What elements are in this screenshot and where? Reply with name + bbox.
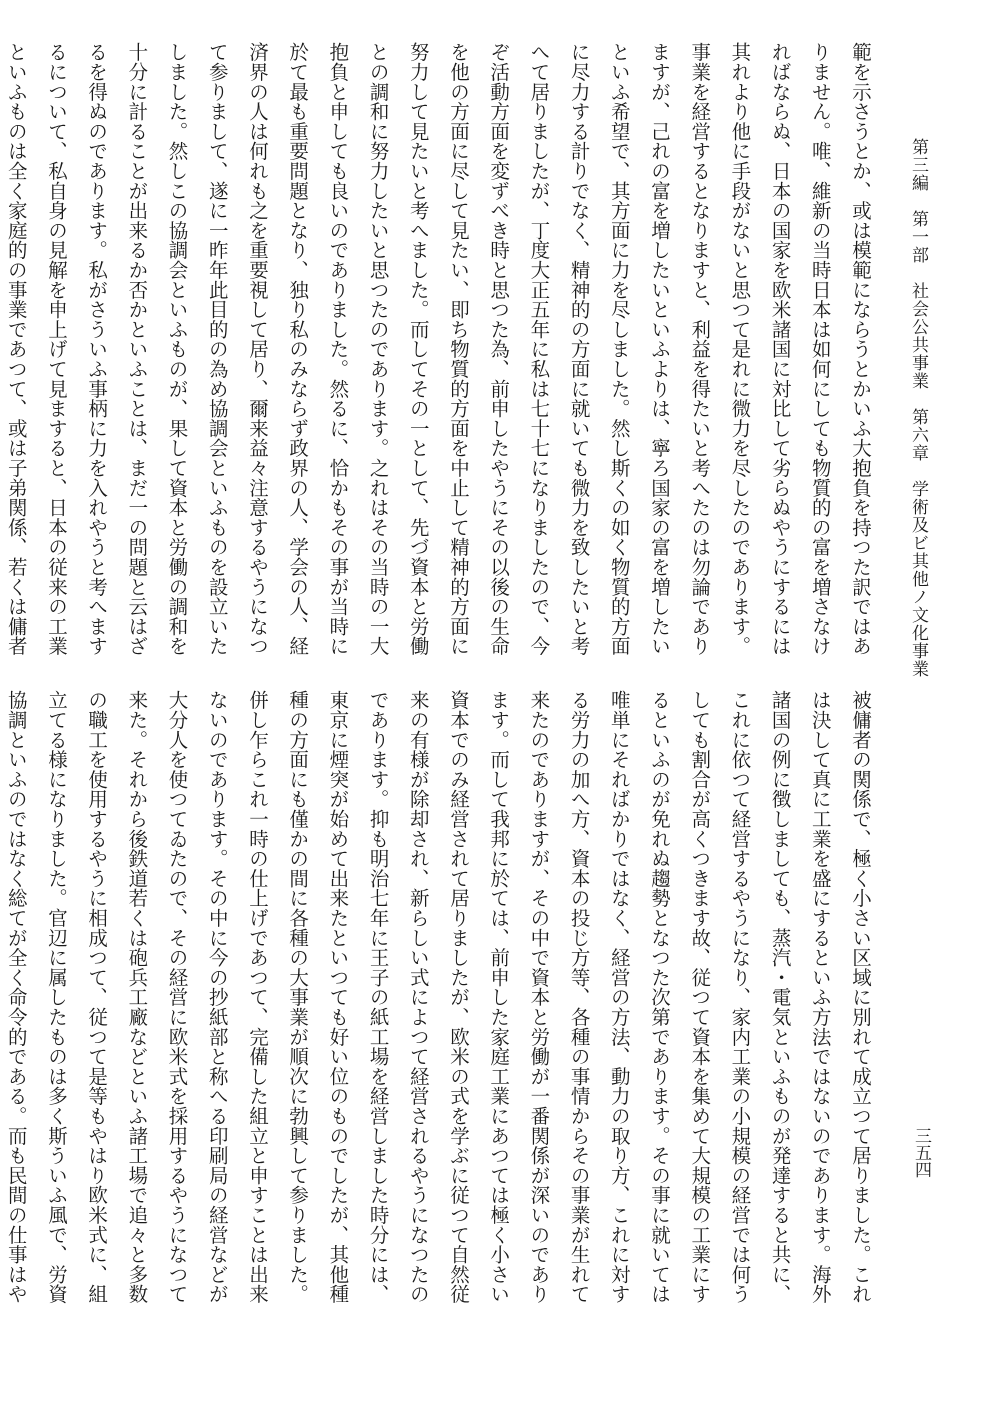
text-column: 唯単にそればかりではなく、経営の方法、動力の取り方、これに対す	[607, 690, 631, 1304]
text-column: りません。唯、維新の当時日本は如何にしても物質的の富を増さなけ	[808, 42, 832, 656]
text-column: であります。抑も明治七年に王子の紙工場を経営しました時分には、	[366, 690, 390, 1304]
text-column: 抱負と申しても良いのでありました。然るに、恰かもその事が当時に	[326, 42, 350, 656]
text-column: 種の方面にも僅かの間に各種の大事業が順次に勃興して参りました。	[286, 690, 310, 1304]
text-column: 来の有様が除却され、新らしい式によつて経営されるやうになつたの	[406, 690, 430, 1304]
text-column: ればならぬ、日本の国家を欧米諸国に対比して劣らぬやうにするには	[768, 42, 792, 656]
text-column: 努力して見たいと考へました。而してその一として、先づ資本と労働	[406, 42, 430, 656]
text-block-lower	[4, 690, 880, 1320]
text-column: 併し乍らこれ一時の仕上げであつて、完備した組立と申すことは出来	[245, 690, 269, 1304]
text-column: しました。然しこの協調会といふものが、果して資本と労働の調和を	[165, 42, 189, 656]
text-column: といふものは全く家庭的の事業であつて、或は子弟関係、若くは傭者	[4, 42, 28, 656]
text-column: は決して真に工業を盛にするといふ方法ではないのであります。海外	[808, 690, 832, 1304]
text-column: しても割合が高くつきます故、従つて資本を集めて大規模の工業にす	[688, 690, 712, 1304]
text-column: ないのであります。その中に今の抄紙部と称へる印刷局の経営などが	[205, 690, 229, 1304]
text-column: 範を示さうとか、或は模範にならうとかいふ大抱負を持つた訳ではあ	[849, 42, 872, 656]
text-column: ぞ活動方面を変ずべき時と思つた為、前申したやうにその以後の生命	[487, 42, 511, 656]
text-column: 被傭者の関係で、極く小さい区域に別れて成立つて居りました。これ	[849, 690, 872, 1304]
page-number: 三五四	[911, 1127, 931, 1178]
text-column: 資本でのみ経営されて居りましたが、欧米の式を学ぶに従つて自然従	[446, 690, 470, 1304]
text-column: 来た。それから後鉄道若くは砲兵工廠などといふ諸工場で追々と多数	[125, 690, 149, 1304]
text-column: 協調といふのではなく総てが全く命令的である。而も民間の仕事はや	[4, 690, 28, 1304]
text-column: これに依つて経営するやうになり、家内工業の小規模の経営では何う	[728, 690, 752, 1304]
text-column: を他の方面に尽して見たい、即ち物質的方面を中止して精神的方面に	[446, 42, 470, 656]
text-column: 済界の人は何れも之を重要視して居り、爾来益々注意するやうになつ	[245, 42, 269, 656]
text-column: るといふのが免れぬ趨勢となつた次第であります。その事に就いては	[647, 690, 671, 1304]
text-block-upper	[4, 42, 880, 670]
text-column: といふ希望で、其方面に力を尽しました。然し斯くの如く物質的方面	[607, 42, 631, 656]
text-column: 於て最も重要問題となり、独り私のみならず政界の人、学会の人、経	[286, 42, 310, 656]
text-column: に尽力する計りでなく、精神的の方面に就いても微力を致したいと考	[567, 42, 591, 656]
text-column: て参りまして、遂に一昨年此目的の為め協調会といふものを設立いた	[205, 42, 229, 656]
text-column: ます。而して我邦に於ては、前申した家庭工業にあつては極く小さい	[487, 690, 511, 1304]
running-head: 第三編 第一部 社会公共事業 第六章 学術及ビ其他ノ文化事業	[908, 138, 928, 678]
text-column: る労力の加へ方、資本の投じ方等、各種の事情からその事業が生れて	[567, 690, 591, 1304]
text-column: 事業を経営するとなりますと、利益を得たいと考へたのは勿論であり	[688, 42, 712, 656]
text-column: 其れより他に手段がないと思つて是れに微力を尽したのであります。	[728, 42, 752, 656]
text-column: の職工を使用するやうに相成つて、従つて是等もやはり欧米式に、組	[85, 690, 109, 1304]
text-column: 十分に計ることが出来るか否かといふことは、まだ一の問題と云はざ	[125, 42, 149, 656]
text-column: ますが、己れの富を増したいといふよりは、寧ろ国家の富を増したい	[647, 42, 671, 656]
text-column: 諸国の例に徴しましても、蒸汽・電気といふものが発達すると共に、	[768, 690, 792, 1304]
text-column: 立てる様になりました。官辺に属したものは多く斯ういふ風で、労資	[44, 690, 68, 1304]
text-column: 東京に煙突が始めて出来たといつても好い位のものでしたが、其他種	[326, 690, 350, 1304]
text-column: との調和に努力したいと思つたのであります。之れはその当時の一大	[366, 42, 390, 656]
text-column: 大分人を使つてゐたので、その経営に欧米式を採用するやうになつて	[165, 690, 189, 1304]
text-column: るを得ぬのであります。私がさういふ事柄に力を入れやうと考へます	[85, 42, 109, 656]
text-column: へて居りましたが、丁度大正五年に私は七十七になりましたので、今	[527, 42, 551, 656]
text-column: るについて、私自身の見解を申上げて見ますると、日本の従来の工業	[44, 42, 68, 656]
text-column: 来たのでありますが、その中で資本と労働が一番関係が深いのであり	[527, 690, 551, 1304]
